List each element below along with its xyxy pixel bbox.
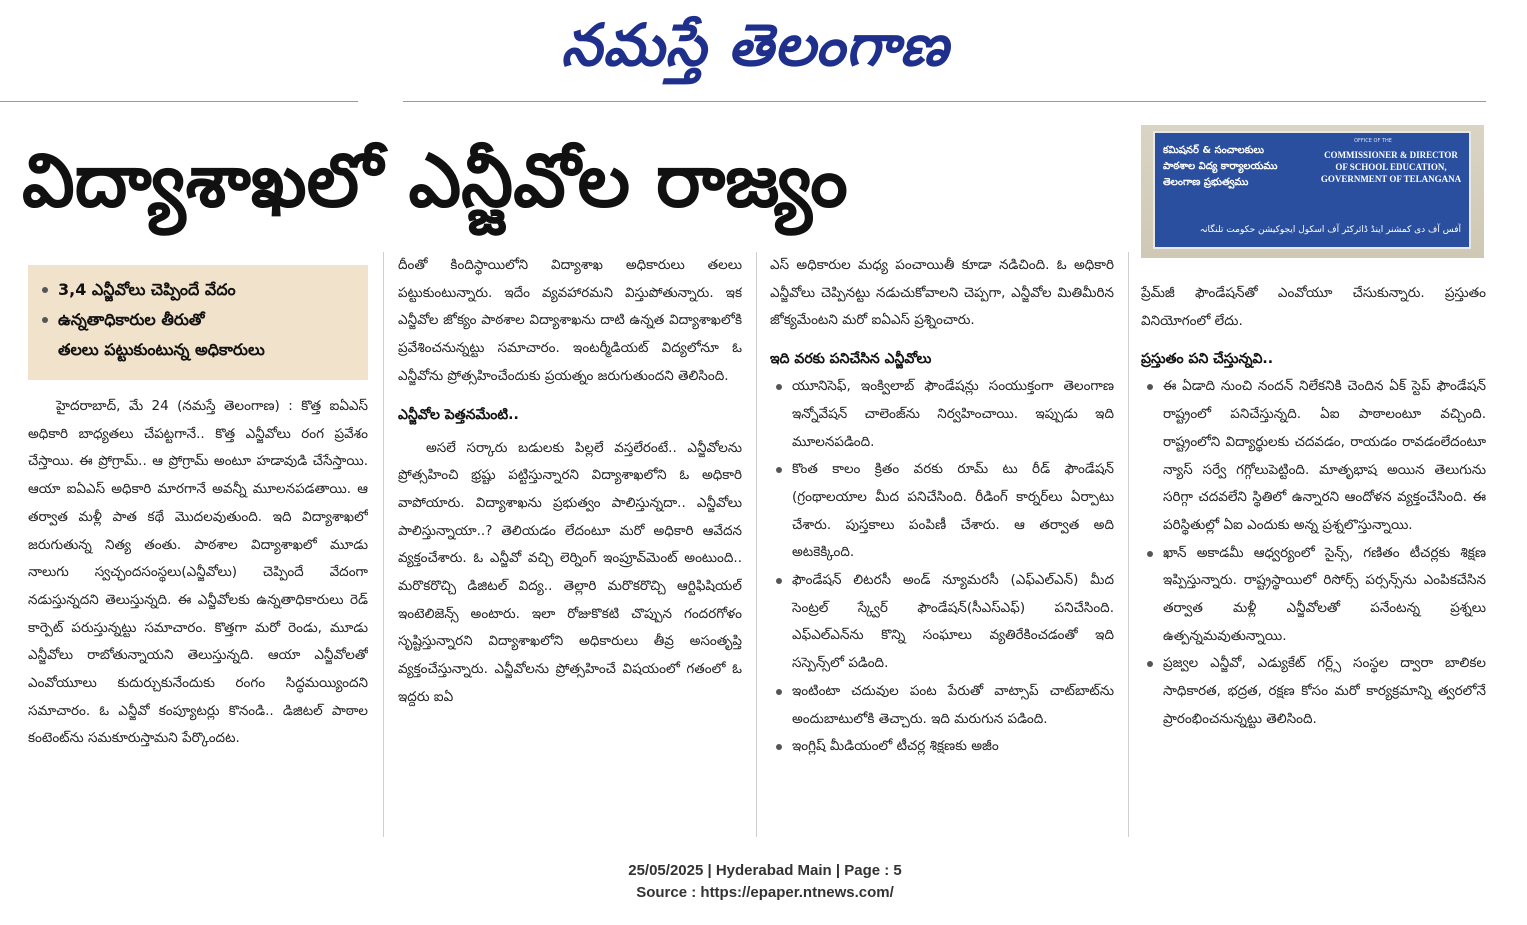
subheading: ప్రస్తుతం పని చేస్తున్నవి.. xyxy=(1141,351,1274,368)
summary-box xyxy=(28,265,368,380)
paragraph: హైదరాబాద్, మే 24 (నమస్తే తెలంగాణ) : కొత్త ఐఏఎస్ అధికారి బాధ్యతలు చేపట్టగానే.. కొత్త ఎన్జీవోలు రంగ ప్రవేశం చేస్తాయి. ఈ ప్రోగ్రామ్.. ఆ ప్రోగ్రామ్ అంటూ హడావుడి చేసేస్తాయి. ఆయా ఐఏఎస్ అధికారి మారగానే అవన్నీ మూలనపడతాయి. ఆ తర్వాత మళ్లీ పాత కథే మొదలవుతుంది. ఇది విద్యాశాఖలో జరుగుతున్న నిత్య తంతు. పాఠశాల విద్యాశాఖలో మూడు నాలుగు స్వచ్ఛందసంస్థలు(ఎన్జీవోలు) చెప్పిందే వేదంగా నడుస్తున్నదని తెలుస్తున్నది. ఈ ఎన్జీవోలకు ఉన్నతాధికారులు రెడ్ కార్పెట్ పరుస్తున్నట్టు సమాచారం. కొత్తగా మరో రెండు, మూడు ఎన్జీవోలు రాబోతున్నాయని తెలుస్తున్నది. ఆయా ఎన్జీవోలతో ఎంవోయూలు కుదుర్చుకునేందుకు రంగం సిద్ధమయ్యిందని సమాచారం. ఓ ఎన్జీవో కంప్యూటర్లు కొనండి.. డిజిటల్ పాఠాల కంటెంట్‌ను సమకూరుస్తామని పేర్కొందట. xyxy=(28,398,368,747)
sign-telugu-line: కమిషనర్ & సంచాలకులు xyxy=(1163,145,1265,156)
masthead-rule-right xyxy=(403,101,1486,102)
footer-source-link[interactable]: Source : https://epaper.ntnews.com/ xyxy=(636,884,894,901)
article-headline: విద్యాశాఖలో ఎన్జీవోల రాజ్యం xyxy=(22,138,848,224)
list-item-text: ఖాన్ అకాడమీ ఆధ్వర్యంలో సైన్స్, గణితం టీచర్లకు శిక్షణ ఇప్పిస్తున్నారు. రాష్ట్రస్థాయిలో రిసోర్స్ పర్సన్స్‌ను ఎంపికచేసిన తర్వాత మళ్లీ ఎన్జీవోలతో పనేంటన్న ప్రశ్నలు ఉత్పన్నమవుతున్నాయి. xyxy=(1163,544,1486,644)
list-item-text: ఫౌండేషన్ లిటరసీ అండ్ న్యూమరసీ (ఎఫ్ఎల్ఎన్) మీద సెంట్రల్ స్క్వేర్ ఫౌండేషన్(సీఎస్ఎఫ్) పనిచేసింది. ఎఫ్ఎల్ఎన్‌ను కొన్ని సంఘాలు వ్యతిరేకించడంతో ఇది సస్పెన్స్‌లో పడింది. xyxy=(792,572,1114,672)
column-divider xyxy=(756,252,757,837)
list-item xyxy=(770,567,1114,678)
office-sign-photo xyxy=(1141,125,1484,258)
column-divider xyxy=(383,252,384,837)
sign-telugu-line: పాఠశాల విద్య కార్యాలయము xyxy=(1163,161,1278,172)
page-footer xyxy=(480,860,1050,904)
list-item xyxy=(770,456,1114,567)
list-item-text: ఈ ఏడాది నుంచి నందన్ నిలేకనికి చెందిన ఏక్ స్టెప్ ఫౌండేషన్ రాష్ట్రంలో పనిచేస్తున్నది. ఏఐ పాఠాలంటూ వచ్చింది. రాష్ట్రంలోని విద్యార్థులకు చదవడం, రాయడం రావడంలేదంటూ న్యాస్ సర్వే గగ్గోలుపెట్టింది. మాతృభాష అయిన తెలుగును సరిగ్గా చదవలేని స్థితిలో ఉన్నారని ఆందోళన వ్యక్తంచేసింది. ఈ పరిస్థితుల్లో ఏఐ ఎందుకు అన్న ప్రశ్నలొస్తున్నాయి. xyxy=(1163,378,1486,533)
article-column-4 xyxy=(1141,280,1486,835)
list-item xyxy=(1141,650,1486,733)
summary-item-continuation: తలలు పట్టుకుంటున్న అధికారులు xyxy=(58,340,265,359)
article-column-1 xyxy=(28,393,368,833)
bullet-icon xyxy=(776,578,782,584)
subheading: ఎన్జీవోల పెత్తనమేంటి.. xyxy=(398,406,519,423)
sign-telugu-text xyxy=(1163,143,1313,191)
list-item xyxy=(1141,373,1486,539)
sign-urdu-text: آفس آف دی کمشنر اینڈ ڈائرکٹر آف اسکول ایجوکیشن حکومت تلنگانہ xyxy=(1199,225,1461,235)
paragraph: ఎస్ అధికారుల మధ్య పంచాయితీ కూడా నడిచింది. ఓ అధికారి ఎన్జీవోలు చెప్పినట్టు నడుచుకోవాలని చెప్పగా, ఎన్జీవోల మితిమీరిన జోక్యమేంటని మరో ఐఏఎస్ ప్రశ్నించారు. xyxy=(770,257,1114,329)
sign-telugu-line: తెలంగాణ ప్రభుత్వము xyxy=(1163,177,1249,188)
list-item-text: యూనిసెఫ్, ఇంక్విలాబ్ ఫౌండేషన్లు సంయుక్తంగా తెలంగాణ ఇన్నోవేషన్ చాలెంజ్‌ను నిర్వహించాయి. ఇప్పుడు ఇది మూలనపడింది. xyxy=(792,378,1114,450)
paragraph: ప్రేమ్‌జీ ఫౌండేషన్‌తో ఎంవోయూ చేసుకున్నారు. ప్రస్తుతం వినియోగంలో లేదు. xyxy=(1141,285,1486,329)
summary-item-text: ఉన్నతాధికారుల తీరుతో xyxy=(58,310,205,329)
sign-english-line: COMMISSIONER & DIRECTOR xyxy=(1324,150,1458,160)
bullet-icon xyxy=(1147,384,1153,390)
bullet-icon xyxy=(776,744,782,750)
footer-edition-info: 25/05/2025 | Hyderabad Main | Page : 5 xyxy=(628,862,902,879)
bullet-icon xyxy=(776,689,782,695)
paragraph: దీంతో కిందిస్థాయిలోని విద్యాశాఖ అధికారులు తలలు పట్టుకుంటున్నారు. ఇదేం వ్యవహారమని విస్తుపోతున్నారు. ఇక ఎన్జీవోల జోక్యం పాఠశాల విద్యాశాఖను దాటి ఉన్నత విద్యాశాఖలోకి ప్రవేశించనున్నట్టు సమాచారం. ఇంటర్మీడియట్ విద్యలోనూ ఓ ఎన్జీవోను ప్రోత్సహించేందుకు ప్రయత్నం జరుగుతుందని తెలిసింది. xyxy=(398,257,742,384)
masthead-rule-left xyxy=(0,101,358,102)
office-signboard xyxy=(1153,131,1471,249)
list-item-text: కొంత కాలం క్రితం వరకు రూమ్ టు రీడ్ ఫౌండేషన్ (గ్రంథాలయాల మీద పనిచేసింది. రీడింగ్ కార్నర్‌లు ఏర్పాటు చేశారు. పుస్తకాలు పంపిణీ చేశారు. ఆ తర్వాత అది అటకెక్కింది. xyxy=(792,461,1114,561)
list-item xyxy=(770,733,1114,761)
paragraph: అసలే సర్కారు బడులకు పిల్లలే వస్తలేరంటే.. ఎన్జీవోలను ప్రోత్సహించి భ్రష్టు పట్టిస్తున్నారని విద్యాశాఖలోని ఓ అధికారి వాపోయారు. విద్యాశాఖను ప్రభుత్వం పాలిస్తున్నదా.. ఎన్జీవోలు పాలిస్తున్నాయా..? తెలియడం లేదంటూ మరో అధికారి ఆవేదన వ్యక్తంచేశారు. ఓ ఎన్జీవో వచ్చి లెర్నింగ్ ఇంప్రూవ్‌మెంట్ అంటుంది.. మరొకరొచ్చి డిజిటల్ విద్య.. తెల్లారి మరొకరొచ్చి ఆర్టిఫిషియల్ ఇంటెలిజెన్స్ అంటారు. ఇలా రోజుకొకటి చొప్పున గందరగోళం సృష్టిస్తున్నారని విద్యాశాఖలోని అధికారులు తీవ్ర అసంతృప్తి వ్యక్తంచేస్తున్నారు. ఎన్జీవోలను ప్రోత్సహించే విషయంలో గతంలో ఓ ఇద్దరు ఐఏ xyxy=(398,439,742,705)
summary-item xyxy=(42,305,358,335)
bullet-icon xyxy=(1147,661,1153,667)
summary-item-text: 3,4 ఎన్జీవోలు చెప్పిందే వేదం xyxy=(58,280,236,299)
list-item xyxy=(770,373,1114,456)
sign-office-of: OFFICE OF THE xyxy=(1354,138,1392,144)
bullet-icon xyxy=(1147,551,1153,557)
sign-english-line: GOVERNMENT OF TELANGANA xyxy=(1320,174,1462,184)
sign-english-text xyxy=(1315,149,1467,185)
list-item-text: ఇంగ్లిష్ మీడియంలో టీచర్ల శిక్షణకు అజీం xyxy=(792,738,999,755)
bullet-icon xyxy=(42,317,48,323)
subheading: ఇది వరకు పనిచేసిన ఎన్జీవోలు xyxy=(770,351,932,368)
summary-item xyxy=(42,275,358,305)
masthead-logo: నమస్తే తెలంగాణ xyxy=(561,11,949,79)
article-column-2 xyxy=(398,252,742,842)
article-column-3 xyxy=(770,252,1114,837)
list-item-text: ప్రజ్వల ఎన్జీవో, ఎడ్యుకేట్ గర్ల్స్ సంస్థల ద్వారా బాలికల సాధికారత, భద్రత, రక్షణ కోసం మరో కార్యక్రమాన్ని త్వరలోనే ప్రారంభించనున్నట్టు తెలిసింది. xyxy=(1163,655,1486,727)
bullet-icon xyxy=(42,287,48,293)
sign-english-line: OF SCHOOL EDUCATION, xyxy=(1335,162,1447,172)
list-item xyxy=(770,678,1114,733)
bullet-icon xyxy=(776,384,782,390)
list-item xyxy=(1141,540,1486,651)
bullet-icon xyxy=(776,467,782,473)
list-item-text: ఇంటింటా చదువుల పంట పేరుతో వాట్సాప్ చాట్‌బాట్‌ను అందుబాటులోకి తెచ్చారు. ఇది మరుగున పడింది. xyxy=(792,682,1114,727)
column-divider xyxy=(1128,252,1129,837)
